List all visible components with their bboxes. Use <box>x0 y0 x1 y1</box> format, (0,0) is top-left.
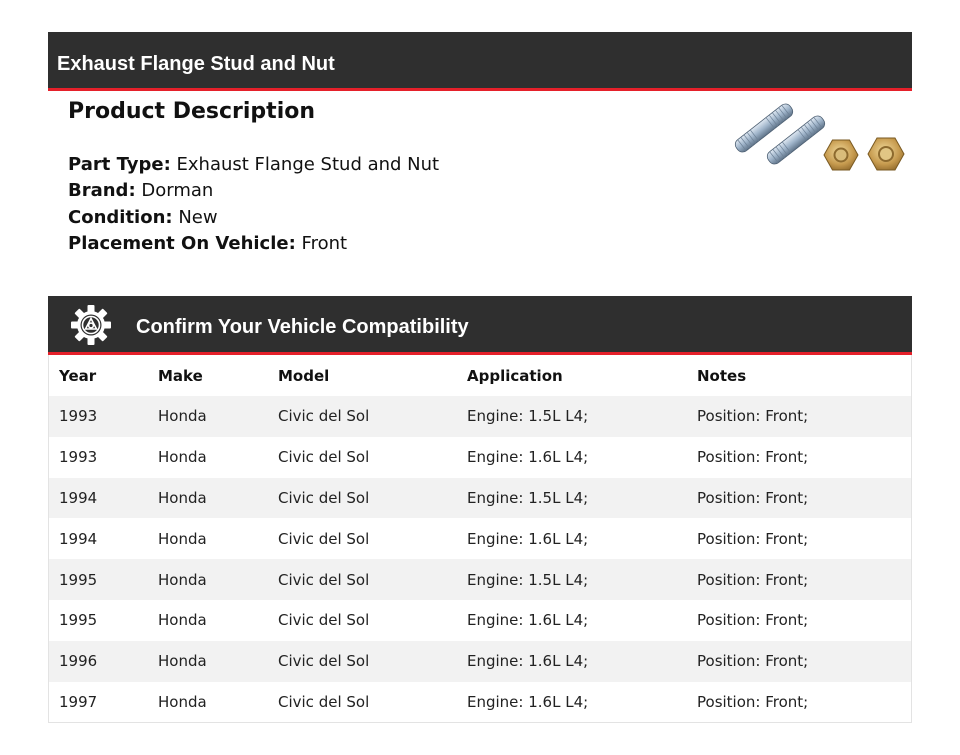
cell-model: Civic del Sol <box>278 692 370 711</box>
vehicle-table <box>49 355 911 722</box>
column-header-notes: Notes <box>697 366 747 385</box>
cell-year: 1995 <box>59 611 98 630</box>
cell-year: 1993 <box>59 407 98 426</box>
product-title-bar <box>48 32 912 91</box>
cell-year: 1993 <box>59 448 98 467</box>
cell-notes: Position: Front; <box>697 407 809 426</box>
cell-model: Civic del Sol <box>278 652 370 671</box>
table-row <box>49 641 911 682</box>
table-header-row <box>49 355 911 396</box>
cell-notes: Position: Front; <box>697 448 809 467</box>
compatibility-title: Confirm Your Vehicle Compatibility <box>136 316 469 338</box>
attr-label: Condition: <box>68 206 173 228</box>
cell-make: Honda <box>158 570 207 589</box>
cell-application: Engine: 1.5L L4; <box>467 570 589 589</box>
table-row <box>49 600 911 641</box>
attr-value: Front <box>301 233 348 255</box>
cell-make: Honda <box>158 407 207 426</box>
cell-make: Honda <box>158 529 207 548</box>
cell-application: Engine: 1.6L L4; <box>467 448 589 467</box>
cell-notes: Position: Front; <box>697 692 809 711</box>
cell-year: 1996 <box>59 652 98 671</box>
gear-icon <box>70 304 112 346</box>
attr-placement <box>68 231 708 257</box>
cell-model: Civic del Sol <box>278 488 370 507</box>
cell-model: Civic del Sol <box>278 611 370 630</box>
cell-model: Civic del Sol <box>278 529 370 548</box>
cell-application: Engine: 1.6L L4; <box>467 652 589 671</box>
cell-make: Honda <box>158 692 207 711</box>
cell-application: Engine: 1.6L L4; <box>467 611 589 630</box>
column-header-year: Year <box>59 366 97 385</box>
attr-part-type <box>68 152 708 178</box>
cell-application: Engine: 1.6L L4; <box>467 692 589 711</box>
attr-label: Placement On Vehicle: <box>68 233 296 255</box>
cell-make: Honda <box>158 448 207 467</box>
column-header-model: Model <box>278 366 330 385</box>
attr-value: Dorman <box>141 180 214 202</box>
stud-and-nut-image <box>728 96 908 180</box>
cell-make: Honda <box>158 488 207 507</box>
compatibility-bar <box>48 296 912 355</box>
cell-application: Engine: 1.6L L4; <box>467 529 589 548</box>
cell-make: Honda <box>158 652 207 671</box>
column-header-make: Make <box>158 366 203 385</box>
cell-year: 1997 <box>59 692 98 711</box>
product-description <box>68 96 708 258</box>
cell-year: 1995 <box>59 570 98 589</box>
attr-value: New <box>178 206 218 228</box>
attr-condition <box>68 205 708 231</box>
cell-notes: Position: Front; <box>697 488 809 507</box>
cell-application: Engine: 1.5L L4; <box>467 488 589 507</box>
compatibility-table <box>48 355 912 723</box>
cell-notes: Position: Front; <box>697 529 809 548</box>
description-heading: Product Description <box>68 99 316 124</box>
table-row <box>49 682 911 723</box>
attr-brand <box>68 178 708 204</box>
table-row <box>49 559 911 600</box>
attr-value: Exhaust Flange Stud and Nut <box>176 154 440 175</box>
column-header-application: Application <box>467 366 563 385</box>
attr-label: Brand: <box>68 180 136 202</box>
cell-model: Civic del Sol <box>278 407 370 426</box>
table-row <box>49 518 911 559</box>
product-title: Exhaust Flange Stud and Nut <box>57 53 335 75</box>
cell-notes: Position: Front; <box>697 652 809 671</box>
cell-application: Engine: 1.5L L4; <box>467 407 589 426</box>
table-row <box>49 437 911 478</box>
cell-year: 1994 <box>59 488 98 507</box>
cell-model: Civic del Sol <box>278 570 370 589</box>
attr-label: Part Type: <box>68 154 171 175</box>
table-row <box>49 396 911 437</box>
table-row <box>49 478 911 519</box>
cell-make: Honda <box>158 611 207 630</box>
cell-year: 1994 <box>59 529 98 548</box>
cell-model: Civic del Sol <box>278 448 370 467</box>
cell-notes: Position: Front; <box>697 570 809 589</box>
cell-notes: Position: Front; <box>697 611 809 630</box>
